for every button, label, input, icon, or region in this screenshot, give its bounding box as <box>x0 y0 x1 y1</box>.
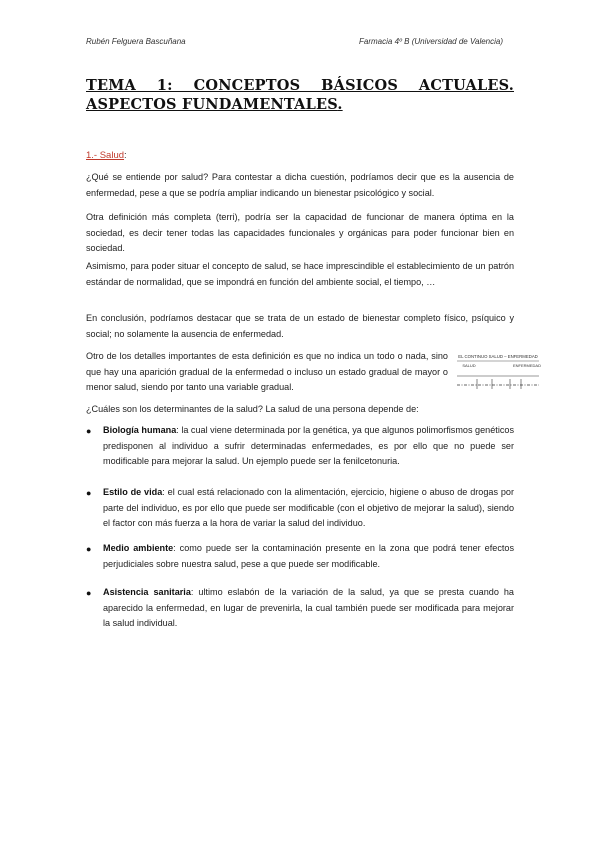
paragraph-definition: ¿Qué se entiende por salud? Para contestar a dicha cuestión, podríamos decir que es la ausencia de enfermedad, pese a que se podría ampliar indicando un bienestar psicológico y social. <box>86 172 514 198</box>
list-item-desc: : como puede ser la contaminación presente en la zona que podrá tener efectos perjudiciales sobre nuestra salud, pese a que puede ser modificable. <box>103 543 514 569</box>
list-item-text <box>103 423 514 470</box>
list-item-biologia-humana <box>86 423 514 470</box>
section-heading <box>86 150 127 161</box>
header-author: Rubén Felguera Bascuñana <box>86 37 186 46</box>
section-label: 1.- Salud <box>86 150 125 161</box>
diagram-right-label: ENFERMEDAD <box>512 363 541 368</box>
bullet-dot: ● <box>86 544 92 554</box>
diagram-title: EL CONTINUO SALUD – ENFERMEDAD <box>458 354 538 359</box>
section-sep: : <box>124 150 127 161</box>
continuum-svg <box>455 352 541 398</box>
list-item-term: Biología humana <box>103 425 177 435</box>
paragraph-normality-pattern: Asimismo, para poder situar el concepto de salud, se hace imprescindible el establecimiento de un patrón estándar de normalidad, que se impondrá en función del ambiente social, el tiempo, … <box>86 261 514 287</box>
list-item-term: Estilo de vida <box>103 487 163 497</box>
list-item-desc: : el cual está relacionado con la alimentación, ejercicio, higiene o abuso de drogas por parte del individuo, es por ello que puede ser modificable (con el objetivo de mejorar la salud), siendo el factor con más fuerza a la hora de variar la salud del individuo. <box>103 487 515 528</box>
bullet-dot: ● <box>86 426 92 436</box>
health-continuum-diagram <box>455 352 541 398</box>
paragraph-determinants-question: ¿Cuáles son los determinantes de la salud? La salud de una persona depende de: <box>86 404 419 414</box>
list-item-text <box>103 585 514 632</box>
page-title <box>86 76 514 114</box>
list-item-estilo-de-vida <box>86 485 514 532</box>
list-item-term: Asistencia sanitaria <box>103 587 191 597</box>
list-item-medio-ambiente <box>86 541 514 572</box>
paragraph-conclusion: En conclusión, podríamos destacar que se trata de un estado de bienestar completo físico, psíquico y social; no solamente la ausencia de enfermedad. <box>86 313 514 339</box>
bullet-dot: ● <box>86 588 92 598</box>
paragraph-gradual-variable: Otro de los detalles importantes de esta definición es que no indica un todo o nada, sino que hay una aparición gradual de la enfermedad o incluso un estado gradual de mayor o menor salud, siendo por tanto una variable gradual. <box>86 351 448 392</box>
title-text: TEMA 1: CONCEPTOS BÁSICOS ACTUALES. ASPECTOS FUNDAMENTALES <box>86 77 514 113</box>
paragraph-complete-definition: Otra definición más completa (terri), podría ser la capacidad de funcionar de manera óptima en la sociedad, es decir tener todas las capacidades funcionales y orgánicas para poder funcionar bien en sociedad. <box>86 212 514 253</box>
bullet-dot: ● <box>86 488 92 498</box>
list-item-term: Medio ambiente <box>103 543 174 553</box>
list-item-text <box>103 485 514 532</box>
list-item-text <box>103 541 514 572</box>
diagram-left-label: SALUD <box>462 363 476 368</box>
list-item-desc: : ultimo eslabón de la variación de la salud, ya que se presta cuando ha aparecido la enfermedad, en lugar de prevenirla, la cual también puede ser modificada para mejorar la salud individual. <box>103 587 514 628</box>
list-item-desc: : la cual viene determinada por la genética, ya que algunos polimorfismos genéticos predisponen al individuo a sufrir determinadas enfermedades, es por ello que no puede ser modificable para mejorar la salud. Un ejemplo puede ser la fenilcetonuria. <box>103 425 514 466</box>
title-suffix: . <box>337 96 343 113</box>
list-item-asistencia-sanitaria <box>86 585 514 632</box>
header-course: Farmacia 4º B (Universidad de Valencia) <box>359 37 504 46</box>
